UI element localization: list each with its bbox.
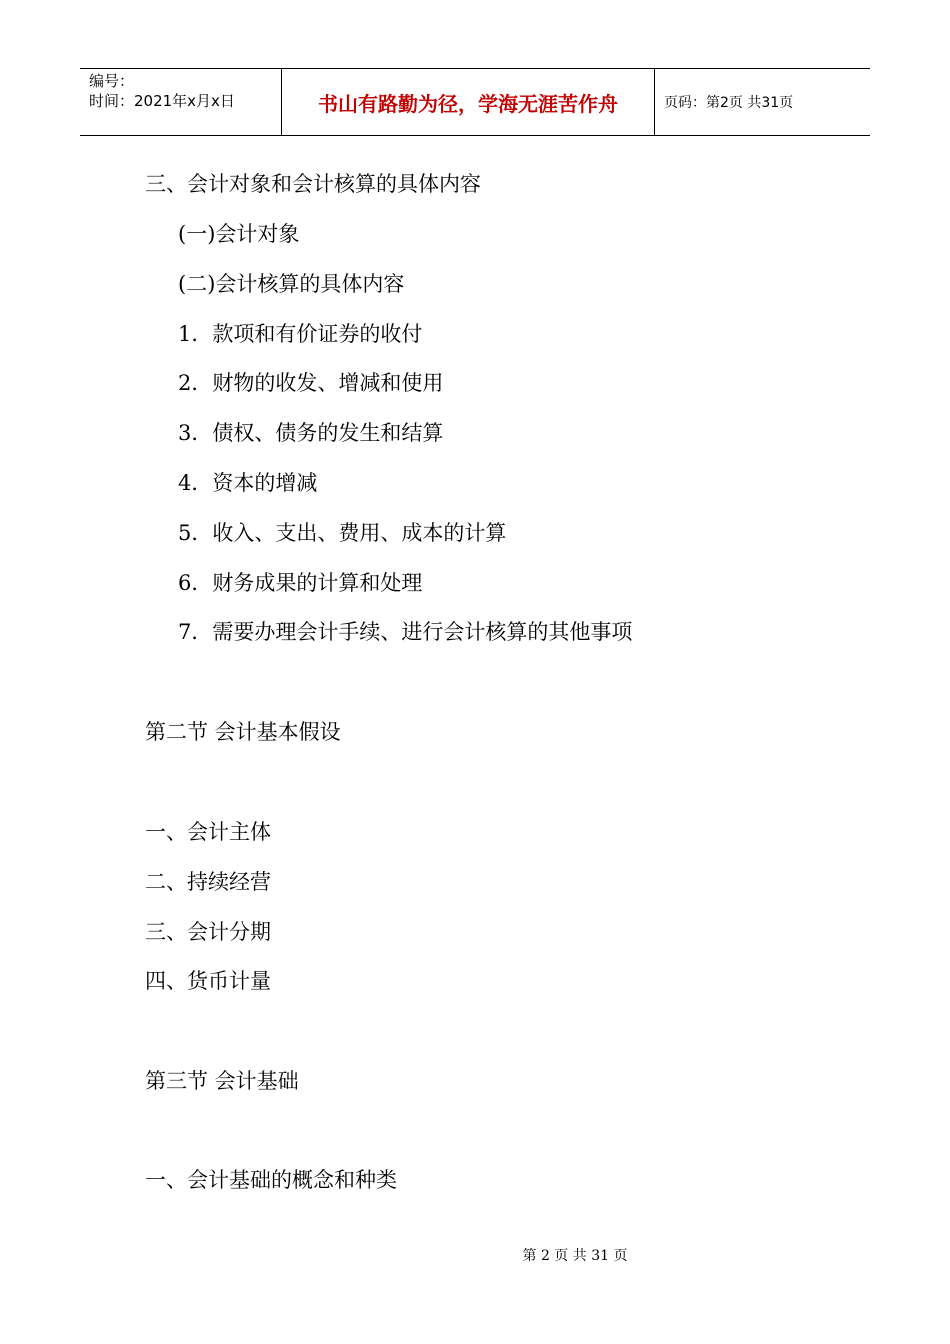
list-item: 四、货币计量 bbox=[145, 969, 271, 993]
list-item: 一、会计主体 bbox=[145, 820, 271, 844]
list-item: 1．款项和有价证券的收付 bbox=[178, 322, 423, 346]
list-item: 二、持续经营 bbox=[145, 870, 271, 894]
header-meta-cell bbox=[80, 69, 282, 135]
list-item: 5．收入、支出、费用、成本的计算 bbox=[178, 521, 507, 545]
list-item: 6．财务成果的计算和处理 bbox=[178, 571, 423, 595]
document-date: 时间：2021年x月x日 bbox=[89, 92, 235, 110]
header-page-info: 页码：第2页 共31页 bbox=[664, 95, 794, 111]
list-item: 3．债权、债务的发生和结算 bbox=[178, 421, 444, 445]
section-heading-accounting-object: 三、会计对象和会计核算的具体内容 bbox=[145, 172, 481, 196]
section-title-accounting-basis: 第三节 会计基础 bbox=[145, 1069, 299, 1093]
section-title-basic-assumptions: 第二节 会计基本假设 bbox=[145, 720, 341, 744]
list-item: 4．资本的增减 bbox=[178, 471, 318, 495]
document-number-label: 编号： bbox=[89, 72, 135, 90]
subheading-accounting-content: (二)会计核算的具体内容 bbox=[178, 272, 405, 296]
header-motto: 书山有路勤为径，学海无涯苦作舟 bbox=[318, 91, 618, 116]
list-item: 三、会计分期 bbox=[145, 920, 271, 944]
header-motto-cell bbox=[282, 69, 655, 135]
list-item: 2．财物的收发、增减和使用 bbox=[178, 371, 444, 395]
document-header bbox=[80, 68, 870, 136]
header-page-cell bbox=[655, 69, 870, 135]
page-footer: 第 2 页 共 31 页 bbox=[522, 1248, 628, 1264]
list-item: 一、会计基础的概念和种类 bbox=[145, 1168, 397, 1192]
list-item: 7．需要办理会计手续、进行会计核算的其他事项 bbox=[178, 620, 633, 644]
subheading-accounting-object: (一)会计对象 bbox=[178, 222, 300, 246]
